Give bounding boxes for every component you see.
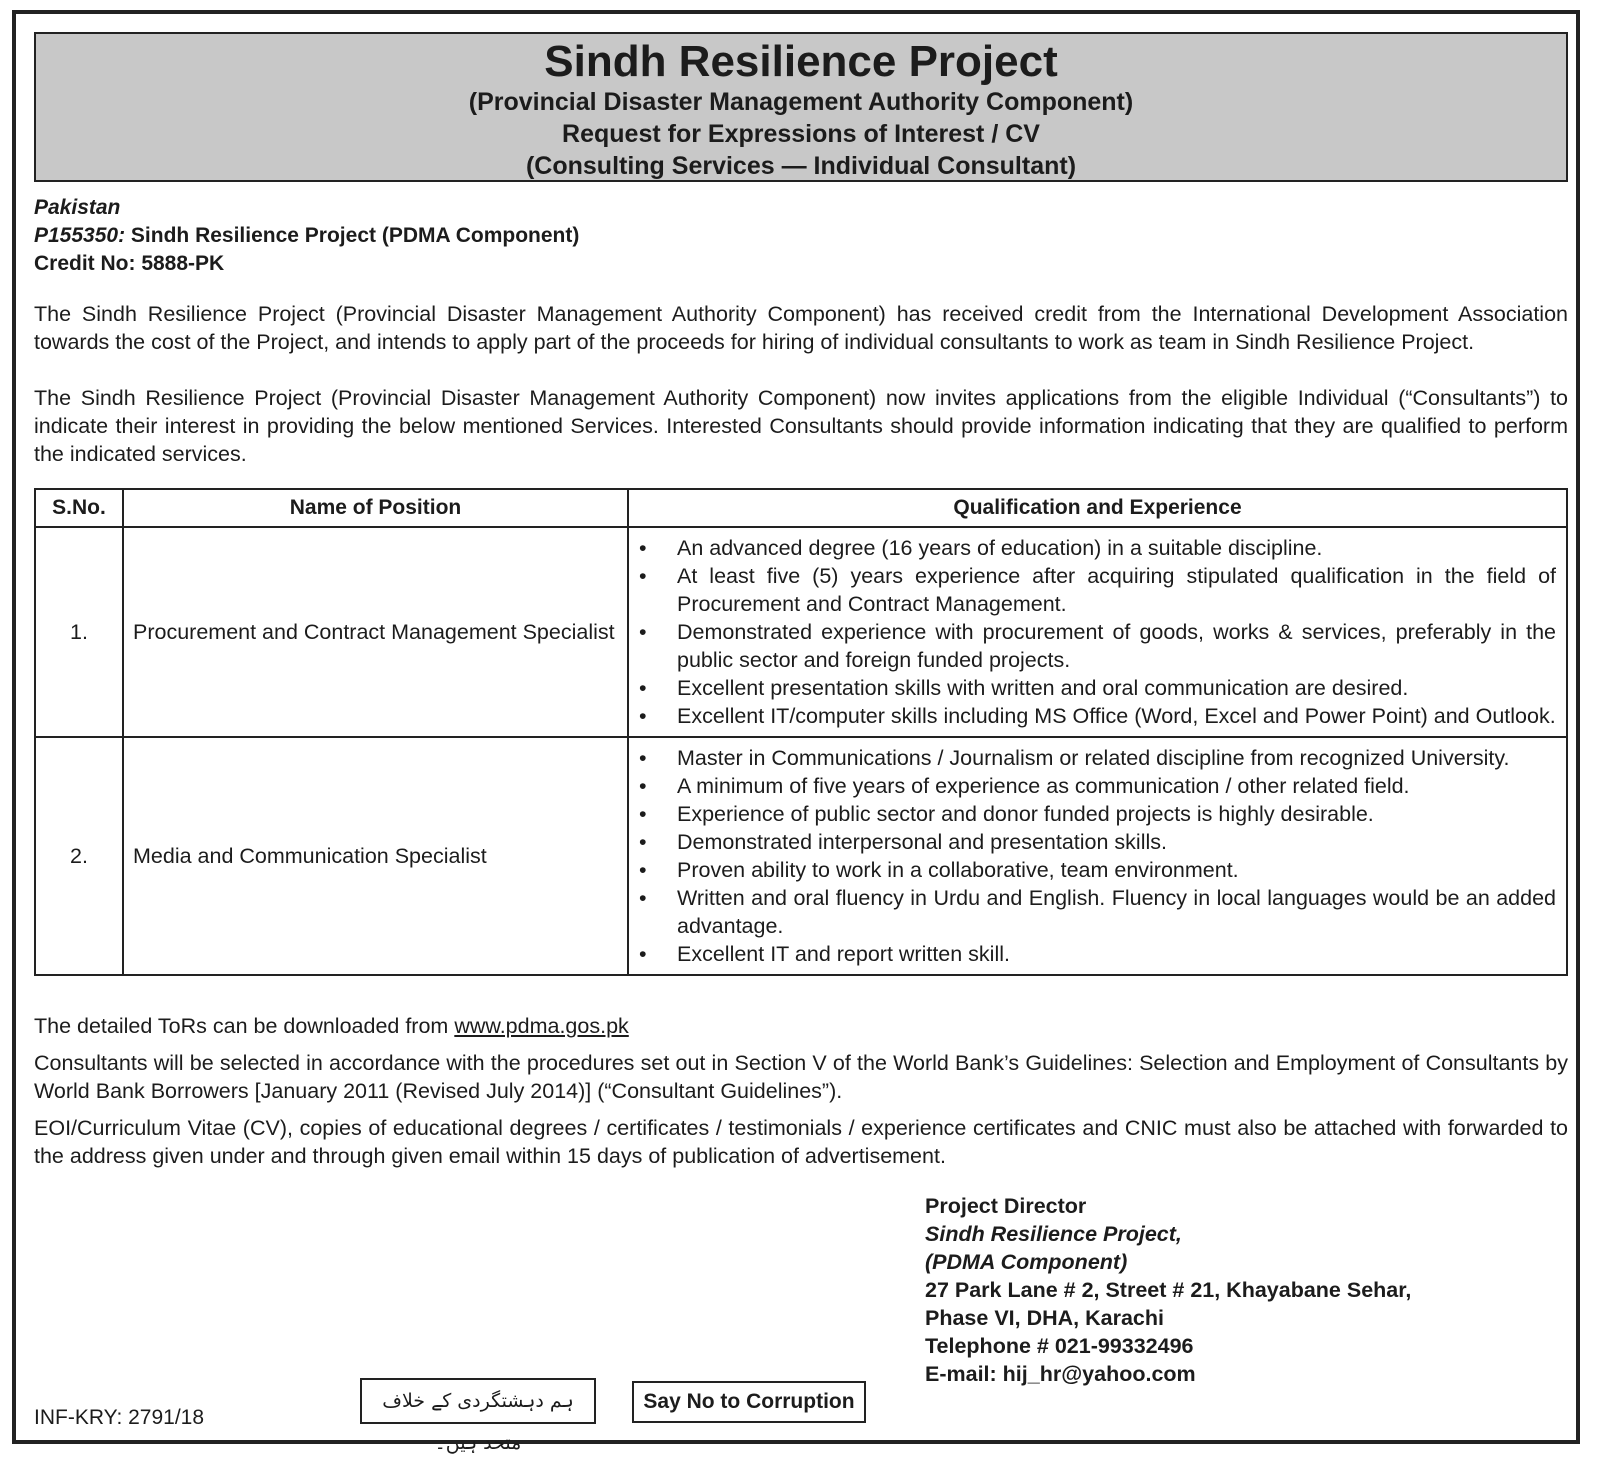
bullet: • — [639, 942, 647, 966]
row-qualifications — [628, 527, 1567, 737]
list-item — [629, 856, 1556, 884]
signatory-designation: Project Director — [925, 1194, 1087, 1218]
bullet: • — [639, 802, 647, 826]
qualification-text: Experience of public sector and donor funded projects is highly desirable. — [677, 802, 1374, 826]
bullet: • — [639, 564, 647, 588]
credit-number: Credit No: 5888-PK — [34, 252, 225, 275]
qualification-text: Proven ability to work in a collaborative, team environment. — [677, 858, 1239, 882]
qualification-text: Demonstrated interpersonal and presentation skills. — [677, 830, 1167, 854]
list-item — [629, 744, 1556, 772]
bullet: • — [639, 830, 647, 854]
project-meta — [34, 194, 579, 278]
project-id: P155350: — [34, 224, 126, 247]
email: E-mail: hij_hr@yahoo.com — [925, 1362, 1196, 1386]
header-position: Name of Position — [123, 489, 628, 527]
qualification-text: Excellent presentation skills with written and oral communication are desired. — [677, 676, 1409, 700]
bullet: • — [639, 536, 647, 560]
qualification-text: An advanced degree (16 years of education) in a suitable discipline. — [677, 536, 1323, 560]
header-subtitle-2: Request for Expressions of Interest / CV — [562, 120, 1040, 148]
table-header-row — [35, 489, 1567, 527]
row-sno: 2. — [35, 737, 123, 975]
table-row — [35, 527, 1567, 737]
row-sno: 1. — [35, 527, 123, 737]
list-item — [629, 940, 1556, 968]
list-item — [629, 618, 1556, 674]
list-item — [629, 800, 1556, 828]
row-position-name: Media and Communication Specialist — [123, 737, 628, 975]
intro-paragraph-2: The Sindh Resilience Project (Provincial Disaster Management Authority Component) now invites applications from the eligible Individual (“Consultants”) to indicate their interest in providing the below mentioned Services. Interested Consultants should provide information indicating that they are qualified to perform the indicated services. — [34, 386, 1568, 466]
project-name: Sindh Resilience Project (PDMA Component) — [125, 224, 580, 247]
bullet: • — [639, 620, 647, 644]
bullet: • — [639, 704, 647, 728]
bullet: • — [639, 746, 647, 770]
list-item — [629, 828, 1556, 856]
bullet: • — [639, 774, 647, 798]
intro-paragraph-1: The Sindh Resilience Project (Provincial Disaster Management Authority Component) has received credit from the International Development Association towards the cost of the Project, and intends to apply part of the proceeds for hiring of individual consultants to work as team in Sindh Resilience Project. — [34, 302, 1568, 354]
telephone: Telephone # 021-99332496 — [925, 1334, 1194, 1358]
row-qualifications — [628, 737, 1567, 975]
project-line — [34, 222, 579, 250]
qualification-text: Demonstrated experience with procurement of goods, works & services, preferably in the public sector and foreign funded projects. — [677, 620, 1556, 672]
submission-paragraph: EOI/Curriculum Vitae (CV), copies of educational degrees / certificates / testimonials / experience certificates and CNIC must also be attached with forwarded to the address given under and through given email within 15 days of publication of advertisement. — [34, 1116, 1568, 1168]
address-line-2: Phase VI, DHA, Karachi — [925, 1306, 1164, 1330]
qualification-text: Excellent IT and report written skill. — [677, 942, 1010, 966]
qualification-text: Excellent IT/computer skills including MS Office (Word, Excel and Power Point) and Outlook. — [677, 704, 1556, 728]
table-row — [35, 737, 1567, 975]
qualification-text: A minimum of five years of experience as communication / other related field. — [677, 774, 1410, 798]
list-item — [629, 674, 1556, 702]
page-title: Sindh Resilience Project — [544, 37, 1058, 86]
list-item — [629, 702, 1556, 730]
bullet: • — [639, 858, 647, 882]
qualification-text: At least five (5) years experience after acquiring stipulated qualification in the field of Procurement and Contract Management. — [677, 564, 1556, 616]
tors-link[interactable]: www.pdma.gos.pk — [454, 1014, 629, 1038]
tors-text: The detailed ToRs can be downloaded from — [34, 1014, 455, 1038]
list-item — [629, 534, 1556, 562]
guidelines-paragraph: Consultants will be selected in accordance with the procedures set out in Section V of the World Bank’s Guidelines: Selection and Employment of Consultants by World Bank Borrowers [January 2011 (Revised July 2014)] (“Consultant Guidelines”). — [34, 1051, 1568, 1103]
list-item — [629, 884, 1556, 940]
signatory-component: (PDMA Component) — [925, 1250, 1128, 1274]
reference-number: INF-KRY: 2791/18 — [34, 1406, 205, 1429]
header-qualification: Qualification and Experience — [628, 489, 1567, 527]
signatory-org: Sindh Resilience Project, — [925, 1222, 1182, 1246]
qualification-text: Master in Communications / Journalism or related discipline from recognized University. — [677, 746, 1510, 770]
header-sno: S.No. — [35, 489, 123, 527]
urdu-slogan-box: ہم دہشتگردی کے خلاف متحد ہیں۔ — [360, 1378, 596, 1424]
header-subtitle-3: (Consulting Services — Individual Consultant) — [525, 152, 1077, 180]
header-banner — [34, 32, 1568, 182]
qualification-text: Written and oral fluency in Urdu and English. Fluency in local languages would be an added advantage. — [677, 886, 1556, 938]
list-item — [629, 772, 1556, 800]
signature-block — [925, 1192, 1411, 1388]
row-position-name: Procurement and Contract Management Specialist — [123, 527, 628, 737]
address-line-1: 27 Park Lane # 2, Street # 21, Khayabane Sehar, — [925, 1278, 1412, 1302]
header-subtitle-1: (Provincial Disaster Management Authority Component) — [468, 88, 1134, 116]
bullet: • — [639, 886, 647, 910]
country: Pakistan — [34, 196, 121, 219]
say-no-to-corruption-box: Say No to Corruption — [632, 1381, 866, 1423]
list-item — [629, 562, 1556, 618]
bullet: • — [639, 676, 647, 700]
positions-table — [34, 488, 1568, 976]
tors-line — [34, 1012, 1568, 1040]
